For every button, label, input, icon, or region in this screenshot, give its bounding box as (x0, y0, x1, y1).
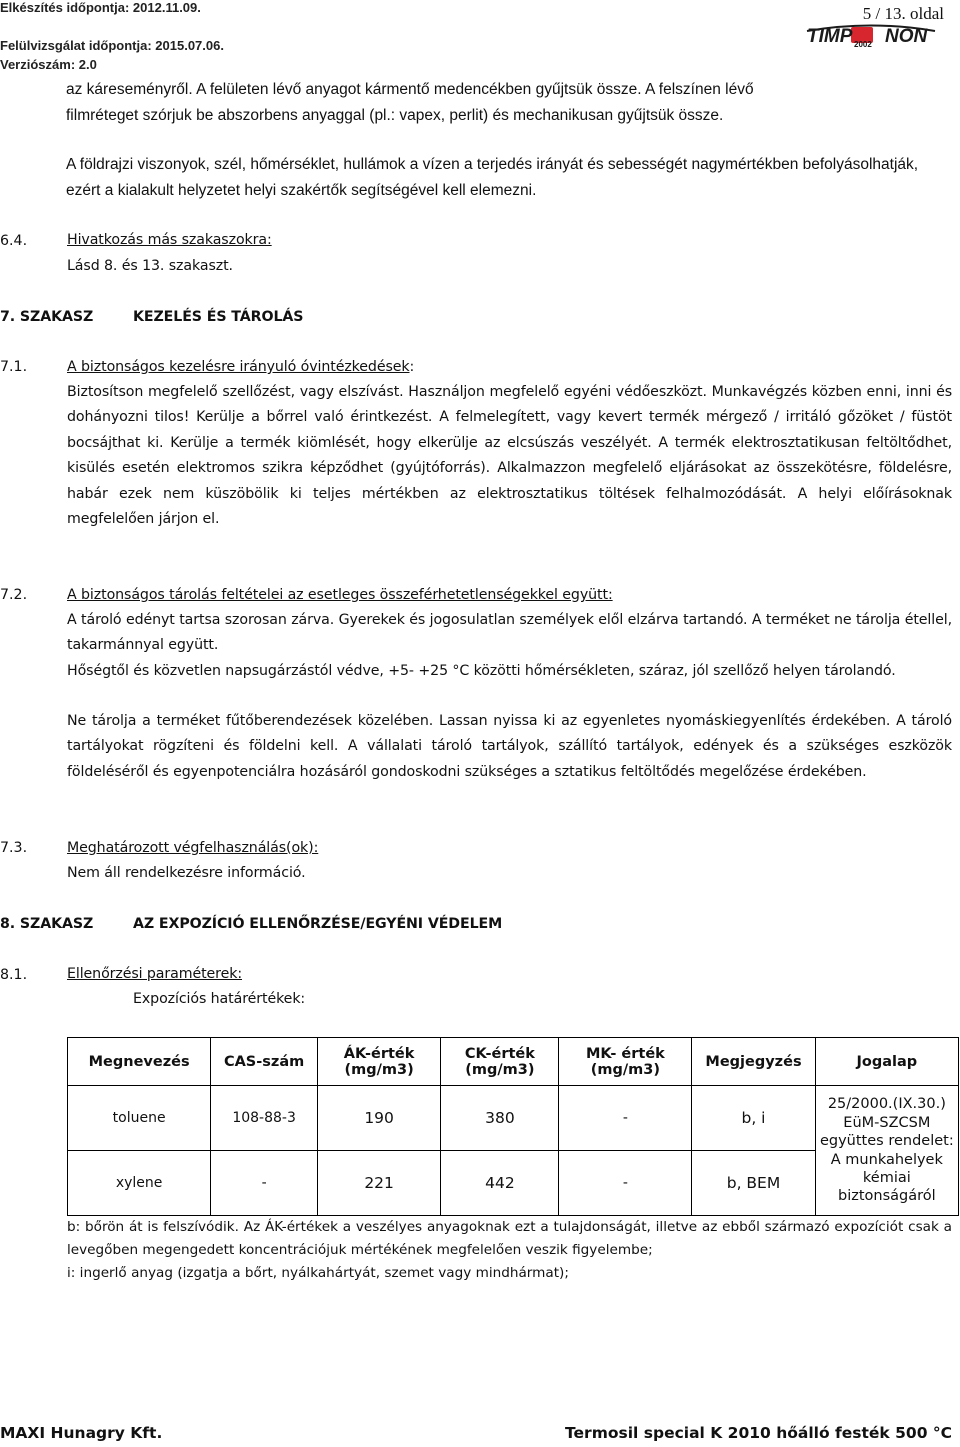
section-6-4-number: 6.4. (0, 233, 28, 249)
section-8-1-title: Ellenőrzési paraméterek: (67, 966, 243, 982)
col-header-mk-label: MK- érték (585, 1045, 665, 1062)
section-7-2-para-2: Hőségtől és közvetlen napsugárzástól védve, +5- +25 °C közötti hőmérsékleten, száraz, jól szellőző helyen tárolandó. (67, 663, 896, 679)
intro-line-1: az káreseményről. A felületen lévő anyagot kármentő medencékben gyűjtsük össze. A felszínen lévő (66, 81, 754, 98)
cell-note: b, BEM (692, 1151, 815, 1216)
cell-name: xylene (68, 1151, 211, 1216)
section-8-1-subtitle: Expozíciós határértékek: (133, 991, 306, 1007)
note-i: i: ingerlő anyag (izgatja a bőrt, nyálkahártyát, szemet vagy mindhármat); (67, 1265, 569, 1281)
section-7-2-title: A biztonságos tárolás feltételei az esetleges összeférhetetlenségekkel együtt: (67, 587, 613, 603)
cell-ak: 190 (317, 1086, 440, 1151)
cell-ck: 380 (441, 1086, 559, 1151)
section-7-title: KEZELÉS ÉS TÁROLÁS (133, 309, 304, 325)
section-7-2-number: 7.2. (0, 587, 28, 603)
section-7-1-number: 7.1. (0, 359, 28, 375)
intro-line-2: filmréteget szórjuk be abszorbens anyaggal (pl.: vapex, perlit) és mechanikusan gyűjtsük össze. (66, 107, 724, 124)
cell-note: b, i (692, 1086, 815, 1151)
col-header-ck-label: CK-érték (464, 1045, 535, 1062)
section-8-number: 8. SZAKASZ (0, 916, 94, 932)
cell-mk: - (559, 1086, 692, 1151)
footer-company: MAXI Hunagry Kft. (0, 1424, 163, 1442)
cell-mk: - (559, 1151, 692, 1216)
section-7-3-text: Nem áll rendelkezésre információ. (67, 865, 306, 881)
cell-ak: 221 (317, 1151, 440, 1216)
col-header-note: Megjegyzés (692, 1038, 815, 1086)
cell-law: 25/2000.(IX.30.) EüM-SZCSM együttes rendelet: A munkahelyek kémiai biztonságáról (815, 1086, 958, 1216)
table-row (68, 1086, 959, 1151)
section-7-2-para-1: A tároló edényt tartsa szorosan zárva. Gyerekek és jogosulatlan személyek elől elzárva tartandó. A terméket ne tárolja étellel, takarmánnyal együtt. (67, 612, 952, 654)
col-header-mk (559, 1038, 692, 1086)
col-header-ck (441, 1038, 559, 1086)
svg-text:TIMP: TIMP (807, 26, 853, 47)
table-header-row (68, 1038, 959, 1086)
col-header-cas: CAS-szám (211, 1038, 318, 1086)
col-header-ak-label: ÁK-érték (343, 1045, 415, 1062)
company-logo (805, 22, 937, 50)
svg-text:NON: NON (885, 26, 928, 47)
col-header-law: Jogalap (815, 1038, 958, 1086)
section-8-1-number: 8.1. (0, 967, 28, 983)
creation-date: Elkészítés időpontja: 2012.11.09. (0, 0, 201, 15)
cell-cas: - (211, 1151, 318, 1216)
cell-name: toluene (68, 1086, 211, 1151)
section-7-3-number: 7.3. (0, 840, 28, 856)
note-b: b: bőrön át is felszívódik. Az ÁK-értékek a veszélyes anyagoknak ezt a tulajdonságát, illetve az ebből származó expozíciót csak a levegőben megengedett koncentrációjuk mértékének megfelelően veszik figyelembe; (67, 1219, 952, 1258)
section-6-4-title: Hivatkozás más szakaszokra: (67, 232, 272, 248)
version-number: Verziószám: 2.0 (0, 57, 97, 72)
col-header-ak-unit: (mg/m3) (344, 1061, 414, 1078)
col-header-ak (317, 1038, 440, 1086)
section-7-1-colon: : (409, 359, 415, 375)
footer-product: Termosil special K 2010 hőálló festék 500 °C (565, 1424, 952, 1442)
section-7-2-para-3: Ne tárolja a terméket fűtőberendezések közelében. Lassan nyissa ki az egyenletes nyomáskiegyenlítés érdekében. A tároló tartályokat rögzíteni és földelni kell. A vállalati tároló tartályok, szállító tartályok, edények és a szükséges eszközök földeléséről és egyenpotenciálra hozásáról gondoskodni szükséges a sztatikus feltöltődés megelőzése érdekében. (67, 713, 952, 780)
page-number: 5 / 13. oldal (862, 4, 944, 23)
section-8-title: AZ EXPOZÍCIÓ ELLENŐRZÉSE/EGYÉNI VÉDELEM (133, 916, 503, 932)
section-7-3-title: Meghatározott végfelhasználás(ok): (67, 840, 319, 856)
section-7-1-title: A biztonságos kezelésre irányuló óvintézkedések (67, 359, 410, 375)
section-7-1-text: Biztosítson megfelelő szellőzést, vagy elszívást. Használjon megfelelő egyéni védőeszközt. Munkavégzés közben enni, inni és dohányozni tilos! Kerülje a bőrrel való érintkezést. A felmelegített, vagy kevert termék mérgező / irritáló gőzöket / füstöt bocsájthat ki. Kerülje a termék kiömlését, hogy elkerülje az elcsúszás veszélyét. A termék elektrosztatikusan feltöltődhet, kisülés esetén elektromos szikra képződhet (gyújtóforrás). Alkalmazzon megfelelő eljárásokat az összekötésre, földelésre, habár ezek nem küszöbölik ki teljes mértékben az elektrosztatikus töltések felhalmozódását. A helyi előírásoknak megfelelően járjon el. (67, 384, 952, 528)
col-header-mk-unit: (mg/m3) (590, 1061, 661, 1078)
section-7-1-heading (67, 355, 414, 380)
section-6-4-text: Lásd 8. és 13. szakaszt. (67, 258, 233, 274)
exposure-limits-table (67, 1037, 959, 1216)
intro-paragraph: A földrajzi viszonyok, szél, hőmérséklet, hullámok a vízen a terjedés irányát és sebességét nagymértékben befolyásolhatják, ezért a kialakult helyzetet helyi szakértők segítségével kell elemezni. (66, 156, 919, 199)
col-header-ck-unit: (mg/m3) (465, 1061, 535, 1078)
section-7-number: 7. SZAKASZ (0, 309, 94, 325)
col-header-name: Megnevezés (68, 1038, 211, 1086)
revision-date: Felülvizsgálat időpontja: 2015.07.06. (0, 38, 224, 53)
cell-cas: 108-88-3 (211, 1086, 318, 1151)
cell-ck: 442 (441, 1151, 559, 1216)
svg-text:2002: 2002 (854, 40, 872, 49)
